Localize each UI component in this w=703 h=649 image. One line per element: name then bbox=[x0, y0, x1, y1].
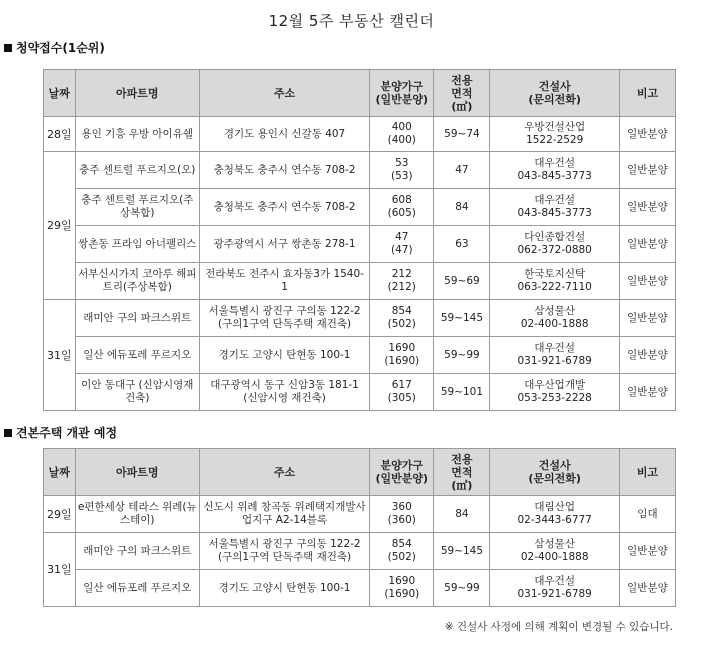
area-cell: 59~101 bbox=[434, 374, 490, 411]
units-cell bbox=[370, 337, 434, 374]
square-bullet-icon bbox=[4, 44, 12, 52]
apt-name-cell: e편한세상 테라스 위례(뉴스테이) bbox=[75, 496, 199, 533]
area-cell: 59~69 bbox=[434, 263, 490, 300]
apt-name-cell: 래미안 구의 파크스위트 bbox=[75, 533, 199, 570]
area-cell: 59~99 bbox=[434, 337, 490, 374]
section-heading-model-house bbox=[4, 424, 117, 441]
header-builder bbox=[490, 70, 619, 117]
address-cell: 전라북도 전주시 효자동3가 1540-1 bbox=[199, 263, 369, 300]
apt-name-cell: 충주 센트럴 푸르지오(주상복합) bbox=[75, 189, 199, 226]
units-general: (1690) bbox=[384, 355, 420, 367]
date-cell: 29일 bbox=[44, 496, 76, 533]
header-builder-sub: (문의전화) bbox=[528, 472, 581, 485]
model-house-table bbox=[43, 448, 676, 607]
header-units bbox=[370, 70, 434, 117]
apt-name-cell: 충주 센트럴 푸르지오(오) bbox=[75, 152, 199, 189]
note-cell: 일반분양 bbox=[619, 226, 675, 263]
header-area-sub: 면적 bbox=[451, 86, 473, 100]
units-general: (502) bbox=[387, 318, 416, 330]
units-general: (212) bbox=[387, 281, 416, 293]
units-cell bbox=[370, 533, 434, 570]
address-cell: 서울특별시 광진구 구의동 122-2 (구의1구역 단독주택 재건축) bbox=[199, 300, 369, 337]
builder-phone: 043-845-3773 bbox=[517, 170, 592, 182]
address-cell: 충청북도 충주시 연수동 708-2 bbox=[199, 189, 369, 226]
table-row bbox=[44, 152, 676, 189]
table-row bbox=[44, 263, 676, 300]
apt-name-cell: 이안 동대구 (신암시영재건축) bbox=[75, 374, 199, 411]
note-cell: 일반분양 bbox=[619, 300, 675, 337]
area-cell: 59~74 bbox=[434, 117, 490, 152]
header-area-sub: 면적 bbox=[451, 465, 473, 479]
builder-phone: 02-400-1888 bbox=[520, 551, 589, 563]
table-row bbox=[44, 374, 676, 411]
header-area-main: 전용 bbox=[451, 452, 473, 466]
header-units bbox=[370, 449, 434, 496]
date-cell: 28일 bbox=[44, 117, 76, 152]
builder-phone: 02-3443-6777 bbox=[517, 514, 592, 526]
units-cell bbox=[370, 226, 434, 263]
builder-cell bbox=[490, 337, 619, 374]
units-value: 1690 bbox=[388, 342, 416, 354]
apt-name-cell: 일산 에듀포레 푸르지오 bbox=[75, 570, 199, 607]
address-cell: 충청북도 충주시 연수동 708-2 bbox=[199, 152, 369, 189]
area-cell: 59~99 bbox=[434, 570, 490, 607]
header-area-unit: (㎡) bbox=[451, 99, 473, 113]
header-note: 비고 bbox=[619, 449, 675, 496]
area-cell: 63 bbox=[434, 226, 490, 263]
header-builder-main: 건설사 bbox=[538, 459, 571, 472]
page-title: 12월 5주 부동산 캘린더 bbox=[268, 12, 435, 30]
builder-name: 대우건설 bbox=[534, 194, 575, 206]
address-cell: 경기도 고양시 탄현동 100-1 bbox=[199, 337, 369, 374]
table-row bbox=[44, 533, 676, 570]
units-general: (1690) bbox=[384, 588, 420, 600]
address-cell: 광주광역시 서구 쌍촌동 278-1 bbox=[199, 226, 369, 263]
units-value: 400 bbox=[391, 121, 412, 133]
table-row bbox=[44, 226, 676, 263]
header-area-main: 전용 bbox=[451, 73, 473, 87]
builder-name: 다인종합건설 bbox=[524, 231, 586, 243]
builder-cell bbox=[490, 117, 619, 152]
address-cell: 신도시 위례 창곡동 위례택지개발사업지구 A2-14블록 bbox=[199, 496, 369, 533]
address-cell: 경기도 고양시 탄현동 100-1 bbox=[199, 570, 369, 607]
units-general: (605) bbox=[387, 207, 416, 219]
units-cell bbox=[370, 496, 434, 533]
builder-name: 대우건설 bbox=[534, 575, 575, 587]
builder-name: 삼성물산 bbox=[534, 305, 575, 317]
table-row bbox=[44, 117, 676, 152]
builder-name: 대우건설 bbox=[534, 157, 575, 169]
note-cell: 일반분양 bbox=[619, 374, 675, 411]
builder-cell bbox=[490, 533, 619, 570]
section-heading-subscription bbox=[4, 39, 105, 56]
units-general: (305) bbox=[387, 392, 416, 404]
units-general: (53) bbox=[391, 170, 413, 182]
apt-name-cell: 일산 에듀포레 푸르지오 bbox=[75, 337, 199, 374]
section-heading-text: 청약접수(1순위) bbox=[16, 41, 105, 55]
note-cell: 일반분양 bbox=[619, 533, 675, 570]
units-value: 53 bbox=[395, 157, 409, 169]
builder-cell bbox=[490, 300, 619, 337]
header-area-unit: (㎡) bbox=[451, 478, 473, 492]
header-builder-sub: (문의전화) bbox=[528, 93, 581, 106]
header-units-sub: (일반분양) bbox=[375, 93, 429, 106]
units-general: (502) bbox=[387, 551, 416, 563]
units-cell bbox=[370, 117, 434, 152]
units-value: 854 bbox=[391, 538, 412, 550]
area-cell: 59~145 bbox=[434, 300, 490, 337]
builder-phone: 031-921-6789 bbox=[517, 355, 592, 367]
area-cell: 47 bbox=[434, 152, 490, 189]
table-row bbox=[44, 570, 676, 607]
units-cell bbox=[370, 263, 434, 300]
header-address: 주소 bbox=[199, 449, 369, 496]
units-general: (400) bbox=[387, 134, 416, 146]
units-value: 47 bbox=[395, 231, 409, 243]
date-cell: 29일 bbox=[44, 152, 76, 300]
table-row bbox=[44, 496, 676, 533]
units-cell bbox=[370, 570, 434, 607]
header-note: 비고 bbox=[619, 70, 675, 117]
header-address: 주소 bbox=[199, 70, 369, 117]
builder-name: 대우건설 bbox=[534, 342, 575, 354]
units-value: 212 bbox=[391, 268, 412, 280]
builder-cell bbox=[490, 189, 619, 226]
date-cell: 31일 bbox=[44, 300, 76, 411]
area-cell: 84 bbox=[434, 496, 490, 533]
header-units-main: 분양가구 bbox=[380, 459, 424, 472]
apt-name-cell: 용인 기흥 우방 아이유쉘 bbox=[75, 117, 199, 152]
header-apt-name: 아파트명 bbox=[75, 70, 199, 117]
builder-phone: 043-845-3773 bbox=[517, 207, 592, 219]
apt-name-cell: 서부신시가지 코아루 해피트리(주상복합) bbox=[75, 263, 199, 300]
builder-phone: 053-253-2228 bbox=[517, 392, 592, 404]
date-cell: 31일 bbox=[44, 533, 76, 607]
builder-phone: 1522-2529 bbox=[526, 134, 584, 146]
table-header-row bbox=[44, 449, 676, 496]
units-value: 854 bbox=[391, 305, 412, 317]
units-value: 608 bbox=[391, 194, 412, 206]
section-heading-text: 견본주택 개관 예정 bbox=[16, 426, 118, 440]
header-date: 날짜 bbox=[44, 70, 76, 117]
note-cell: 일반분양 bbox=[619, 337, 675, 374]
header-units-main: 분양가구 bbox=[380, 80, 424, 93]
note-cell: 일반분양 bbox=[619, 152, 675, 189]
units-cell bbox=[370, 152, 434, 189]
apt-name-cell: 래미안 구의 파크스위트 bbox=[75, 300, 199, 337]
builder-name: 삼성물산 bbox=[534, 538, 575, 550]
builder-name: 대림산업 bbox=[534, 501, 575, 513]
builder-cell bbox=[490, 152, 619, 189]
note-cell: 일반분양 bbox=[619, 117, 675, 152]
header-area bbox=[434, 449, 490, 496]
header-apt-name: 아파트명 bbox=[75, 449, 199, 496]
builder-phone: 063-222-7110 bbox=[517, 281, 592, 293]
apt-name-cell: 쌍촌동 프라임 아너팰리스 bbox=[75, 226, 199, 263]
units-cell bbox=[370, 374, 434, 411]
header-builder bbox=[490, 449, 619, 496]
units-general: (360) bbox=[387, 514, 416, 526]
area-cell: 84 bbox=[434, 189, 490, 226]
note-cell: 임대 bbox=[619, 496, 675, 533]
subscription-table bbox=[43, 69, 676, 411]
units-value: 1690 bbox=[388, 575, 416, 587]
builder-cell bbox=[490, 263, 619, 300]
units-cell bbox=[370, 189, 434, 226]
address-cell: 대구광역시 동구 신암3동 181-1 (신암시영 재건축) bbox=[199, 374, 369, 411]
square-bullet-icon bbox=[4, 429, 12, 437]
header-date: 날짜 bbox=[44, 449, 76, 496]
builder-cell bbox=[490, 496, 619, 533]
header-units-sub: (일반분양) bbox=[375, 472, 429, 485]
units-value: 360 bbox=[391, 501, 412, 513]
builder-cell bbox=[490, 226, 619, 263]
note-cell: 일반분양 bbox=[619, 570, 675, 607]
table-row bbox=[44, 189, 676, 226]
builder-phone: 062-372-0880 bbox=[517, 244, 592, 256]
units-cell bbox=[370, 300, 434, 337]
area-cell: 59~145 bbox=[434, 533, 490, 570]
table-header-row bbox=[44, 70, 676, 117]
builder-phone: 02-400-1888 bbox=[520, 318, 589, 330]
address-cell: 서울특별시 광진구 구의동 122-2 (구의1구역 단독주택 재건축) bbox=[199, 533, 369, 570]
builder-name: 한국토지신탁 bbox=[524, 268, 586, 280]
builder-cell bbox=[490, 570, 619, 607]
units-general: (47) bbox=[391, 244, 413, 256]
builder-name: 대우산업개발 bbox=[524, 379, 586, 391]
builder-cell bbox=[490, 374, 619, 411]
builder-name: 우방건설산업 bbox=[524, 121, 586, 133]
note-cell: 일반분양 bbox=[619, 189, 675, 226]
header-area bbox=[434, 70, 490, 117]
table-row bbox=[44, 337, 676, 374]
note-cell: 일반분양 bbox=[619, 263, 675, 300]
address-cell: 경기도 용인시 신갈동 407 bbox=[199, 117, 369, 152]
footnote: ※ 건설사 사정에 의해 계획이 변경될 수 있습니다. bbox=[444, 621, 673, 633]
builder-phone: 031-921-6789 bbox=[517, 588, 592, 600]
units-value: 617 bbox=[391, 379, 412, 391]
table-row bbox=[44, 300, 676, 337]
header-builder-main: 건설사 bbox=[538, 80, 571, 93]
